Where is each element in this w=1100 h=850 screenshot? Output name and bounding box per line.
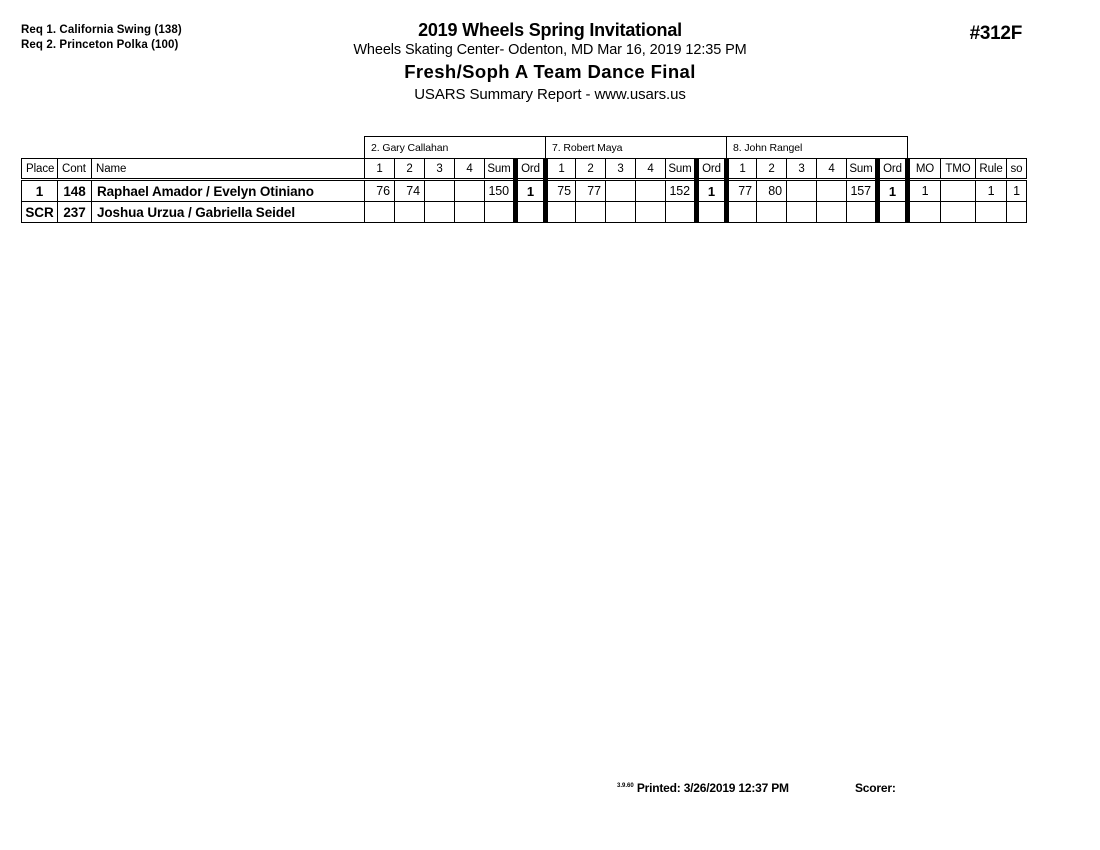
header-j2-score-3: 3 [606, 159, 636, 180]
cell-j1-ord [516, 202, 546, 223]
cell-j2-score-3 [606, 202, 636, 223]
requirement-name: Princeton Polka (100) [59, 39, 179, 51]
cell-j2-score-2: 77 [576, 180, 606, 202]
cell-mo: 1 [908, 180, 941, 202]
event-title: Fresh/Soph A Team Dance Final [404, 61, 696, 82]
requirement-name: California Swing (138) [59, 24, 182, 36]
header-j1-score-4: 4 [455, 159, 485, 180]
header-place: Place [22, 159, 58, 180]
cell-j1-score-1: 76 [365, 180, 395, 202]
report-header [0, 20, 1100, 105]
cell-name: Joshua Urzua / Gabriella Seidel [92, 202, 365, 223]
header-name: Name [92, 159, 365, 180]
cell-j3-score-3 [787, 202, 817, 223]
header-j3-score-1: 1 [727, 159, 757, 180]
cell-rule: 1 [976, 180, 1007, 202]
report-source-line: USARS Summary Report - www.usars.us [414, 86, 686, 103]
cell-j1-score-2 [395, 202, 425, 223]
cell-j3-score-2 [757, 202, 787, 223]
cell-j1-score-3 [425, 202, 455, 223]
header-j3-sum: Sum [847, 159, 878, 180]
header-j1-ord: Ord [516, 159, 546, 180]
cell-j3-ord: 1 [878, 180, 908, 202]
cell-place: 1 [22, 180, 58, 202]
cell-j3-score-1: 77 [727, 180, 757, 202]
results-table [21, 136, 1027, 223]
cell-j3-ord [878, 202, 908, 223]
cell-j3-score-4 [817, 180, 847, 202]
header-j3-score-3: 3 [787, 159, 817, 180]
cell-rule [976, 202, 1007, 223]
cell-j2-score-1: 75 [546, 180, 576, 202]
header-j3-score-4: 4 [817, 159, 847, 180]
cell-name: Raphael Amador / Evelyn Otiniano [92, 180, 365, 202]
header-j3-score-2: 2 [757, 159, 787, 180]
header-mo: MO [908, 159, 941, 180]
build-version: 3.9.60 [617, 783, 634, 789]
cell-j1-score-1 [365, 202, 395, 223]
cell-j3-sum [847, 202, 878, 223]
header-j1-score-3: 3 [425, 159, 455, 180]
header-j1-sum: Sum [485, 159, 516, 180]
event-number: #312F [969, 23, 1022, 44]
cell-j1-score-2: 74 [395, 180, 425, 202]
venue-datetime-line: Wheels Skating Center- Odenton, MD Mar 16, 2019 12:35 PM [353, 42, 747, 58]
cell-tmo [941, 202, 976, 223]
cell-cont: 148 [58, 180, 92, 202]
table-row[interactable] [22, 180, 1027, 202]
cell-j1-sum [485, 202, 516, 223]
cell-j3-score-3 [787, 180, 817, 202]
cell-j2-score-4 [636, 180, 666, 202]
cell-j3-sum: 157 [847, 180, 878, 202]
table-row[interactable] [22, 202, 1027, 223]
cell-j3-score-2: 80 [757, 180, 787, 202]
header-rule: Rule [976, 159, 1007, 180]
judge-band-spacer-right [908, 137, 1027, 159]
header-j2-score-2: 2 [576, 159, 606, 180]
header-j3-ord: Ord [878, 159, 908, 180]
cell-j2-sum: 152 [666, 180, 697, 202]
cell-j1-score-4 [455, 202, 485, 223]
cell-j1-score-4 [455, 180, 485, 202]
cell-j1-ord: 1 [516, 180, 546, 202]
cell-j3-score-1 [727, 202, 757, 223]
cell-j2-sum [666, 202, 697, 223]
header-j2-score-1: 1 [546, 159, 576, 180]
judge-band-row [22, 137, 1027, 159]
judge-band-spacer [22, 137, 365, 159]
judge-panel-1: 2. Gary Callahan [365, 137, 546, 159]
header-j1-score-2: 2 [395, 159, 425, 180]
printed-text: Printed: 3/26/2019 12:37 PM [636, 781, 789, 795]
header-j2-score-4: 4 [636, 159, 666, 180]
header-tmo: TMO [941, 159, 976, 180]
cell-so: 1 [1007, 180, 1027, 202]
requirement-label: Req 1. [21, 24, 57, 36]
cell-so [1007, 202, 1027, 223]
cell-j2-ord: 1 [697, 180, 727, 202]
cell-j2-score-2 [576, 202, 606, 223]
cell-j2-score-1 [546, 202, 576, 223]
header-j1-score-1: 1 [365, 159, 395, 180]
cell-tmo [941, 180, 976, 202]
cell-j1-score-3 [425, 180, 455, 202]
cell-j2-score-3 [606, 180, 636, 202]
requirement-label: Req 2. [21, 39, 57, 51]
printed-stamp [617, 781, 789, 795]
header-cont: Cont [58, 159, 92, 180]
cell-place: SCR [22, 202, 58, 223]
cell-j2-score-4 [636, 202, 666, 223]
cell-mo [908, 202, 941, 223]
scorer-label: Scorer: [855, 781, 896, 795]
cell-j2-ord [697, 202, 727, 223]
header-j2-ord: Ord [697, 159, 727, 180]
column-header-row [22, 159, 1027, 180]
header-so: so [1007, 159, 1027, 180]
judge-panel-3: 8. John Rangel [727, 137, 908, 159]
cell-j3-score-4 [817, 202, 847, 223]
results-table-container [21, 136, 1027, 223]
cell-cont: 237 [58, 202, 92, 223]
header-j2-sum: Sum [666, 159, 697, 180]
cell-j1-sum: 150 [485, 180, 516, 202]
meet-title: 2019 Wheels Spring Invitational [418, 20, 682, 40]
judge-panel-2: 7. Robert Maya [546, 137, 727, 159]
